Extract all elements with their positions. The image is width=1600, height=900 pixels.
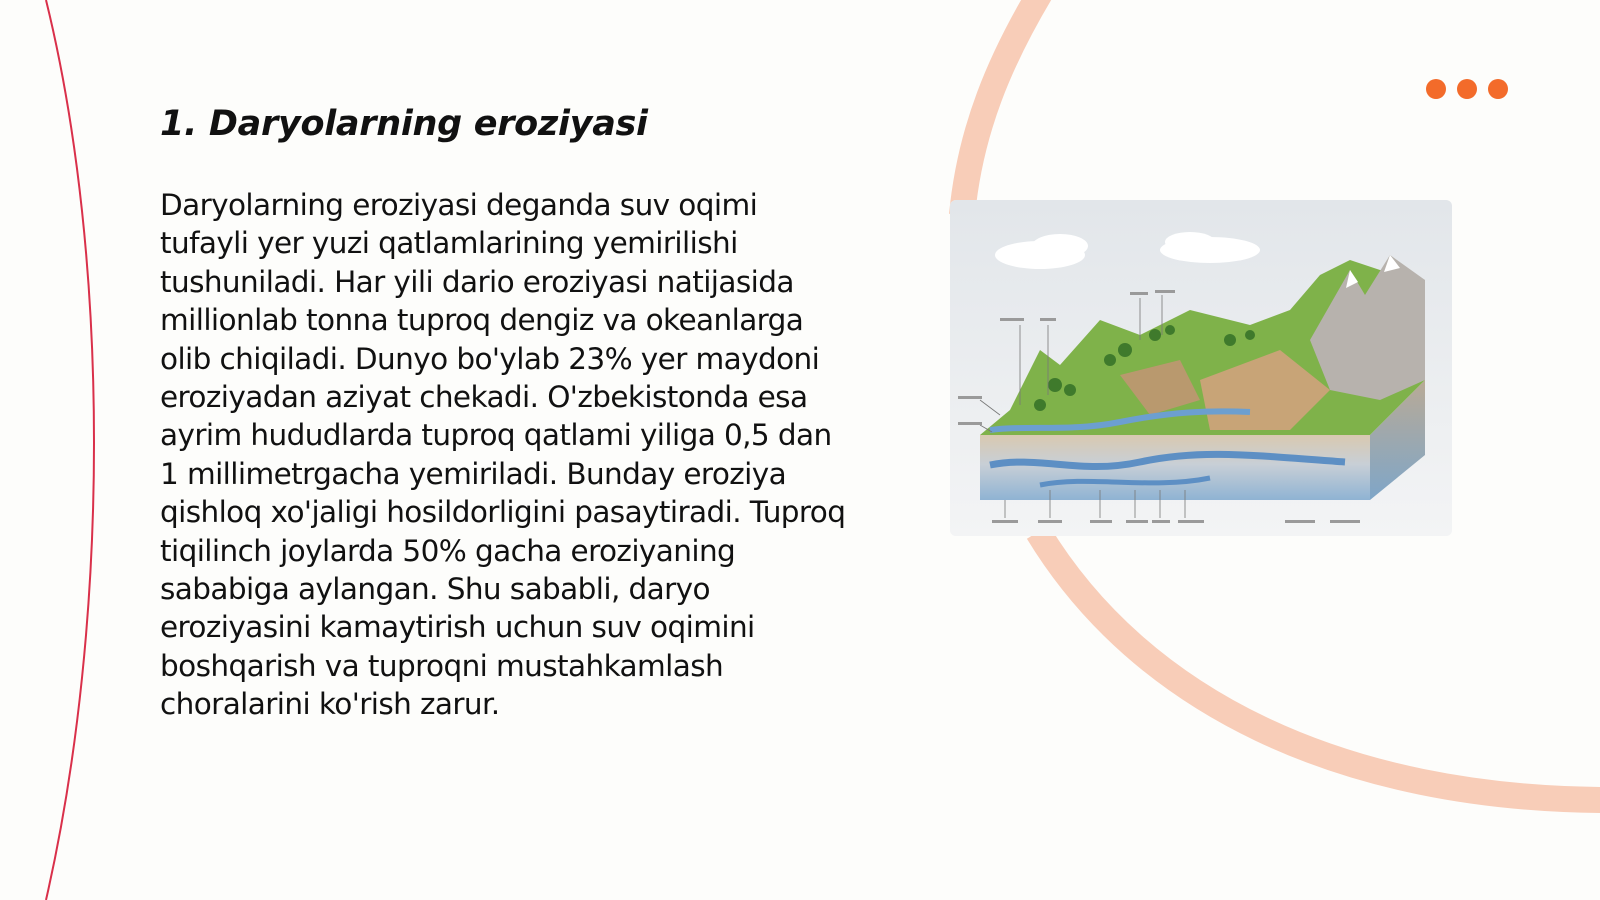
dot-2: [1457, 79, 1477, 99]
slide-body-text: Daryolarning eroziyasi deganda suv oqimi tufayli yer yuzi qatlamlarining yemirilishi tushuniladi. Har yili dario eroziyasi natijasida millionlab tonna tuproq dengiz va okeanlarga olib chiqiladi. Dunyo bo'ylab 23% yer maydoni eroziyadan aziyat chekadi. O'zbekistonda esa ayrim hududlarda tuproq qatlami yiliga 0,5 dan 1 millimetrgacha yemiriladi. Bunday eroziya qishloq xo'jaligi hosildorligini pasaytiradi. Tuproq tiqilinch joylarda 50% gacha eroziyaning sababiga aylangan. Shu sababli, daryo eroziyasini kamaytirish uchun suv oqimini boshqarish va tuproqni mustahkamlash choralarini ko'rish zarur.: [160, 188, 846, 722]
landscape-block-diagram-icon: [950, 200, 1452, 536]
river-erosion-landscape-diagram: [950, 200, 1452, 536]
menu-dots-icon: [1426, 79, 1508, 99]
decorative-ring-upper: [962, 0, 1042, 215]
slide-title: 1. Daryolarning eroziyasi: [160, 104, 648, 144]
decorative-ring-lower: [1038, 532, 1600, 800]
dot-3: [1488, 79, 1508, 99]
left-edge-curve: [46, 0, 94, 900]
dot-1: [1426, 79, 1446, 99]
